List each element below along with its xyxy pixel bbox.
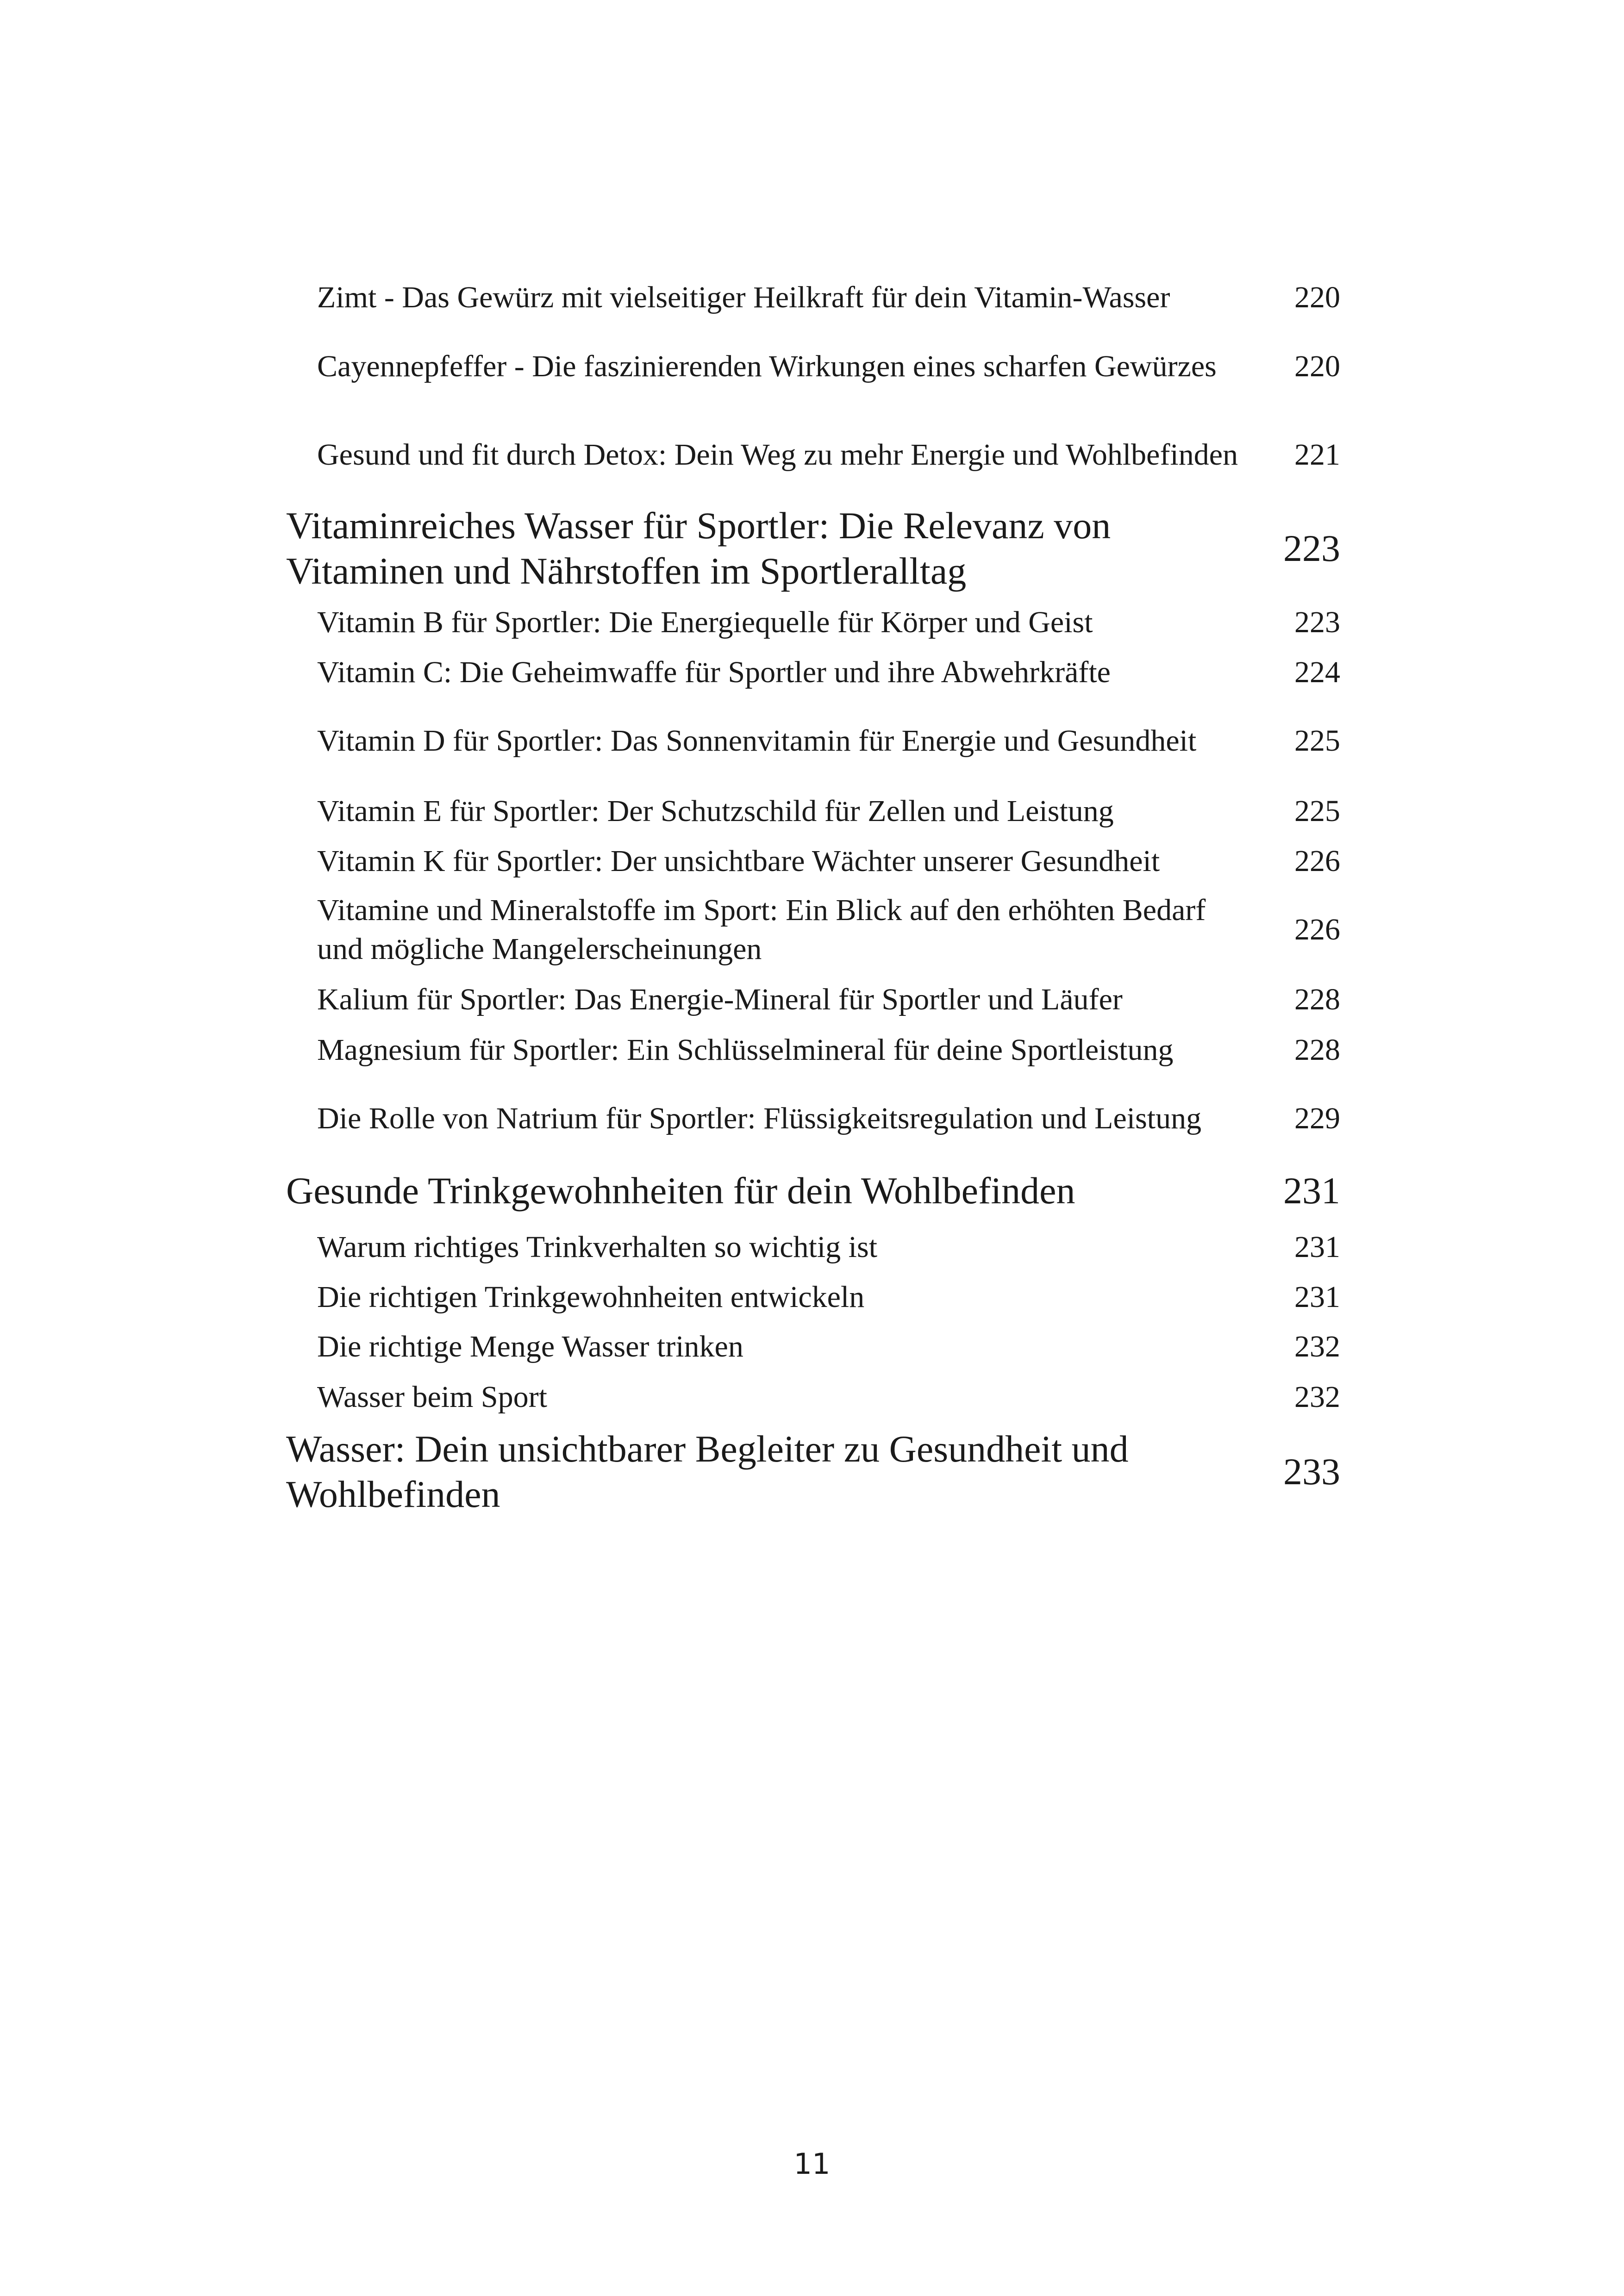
toc-entry-page: 229 — [1294, 1101, 1340, 1135]
toc-entry-page: 226 — [1294, 913, 1340, 946]
toc-entry[interactable] — [317, 277, 1340, 318]
toc-entry-title: Vitamin B für Sportler: Die Energiequelle für Körper und Geist — [317, 605, 1093, 639]
toc-entry-page: 220 — [1294, 349, 1340, 383]
toc-entry-title: Gesund und fit durch Detox: Dein Weg zu mehr Energie und Wohlbefinden — [317, 438, 1238, 472]
toc-entry-title: Zimt - Das Gewürz mit vielseitiger Heilkraft für dein Vitamin-Wasser — [317, 280, 1170, 314]
toc-entry-title: Magnesium für Sportler: Ein Schlüsselmineral für deine Sportleistung — [317, 1033, 1174, 1067]
toc-entry-page: 226 — [1294, 844, 1340, 878]
toc-entry-page: 225 — [1294, 724, 1340, 758]
toc-chapter-title: Wasser: Dein unsichtbarer Begleiter zu Gesundheit und Wohlbefinden — [286, 1428, 1129, 1515]
toc-entry-page: 225 — [1294, 794, 1340, 828]
toc-entry[interactable] — [317, 1276, 1340, 1318]
toc-entry[interactable] — [317, 602, 1340, 643]
toc-entry-title: Vitamin C: Die Geheimwaffe für Sportler und ihre Abwehrkräfte — [317, 655, 1111, 689]
toc-entry[interactable] — [317, 1079, 1340, 1158]
toc-entry[interactable] — [317, 1376, 1340, 1418]
toc-entry-page: 220 — [1294, 280, 1340, 314]
toc-entry-page: 224 — [1294, 655, 1340, 689]
toc-entry[interactable] — [317, 1029, 1340, 1071]
toc-entry-page: 231 — [1294, 1280, 1340, 1314]
toc-entry-page: 228 — [1294, 1033, 1340, 1067]
toc-chapter-entry[interactable] — [286, 1425, 1340, 1518]
toc-entry-title: Wasser beim Sport — [317, 1380, 547, 1414]
toc-entry-title: Kalium für Sportler: Das Energie-Mineral für Sportler und Läufer — [317, 983, 1123, 1016]
toc-entry-page: 221 — [1294, 438, 1340, 472]
toc-entry-page: 232 — [1294, 1380, 1340, 1414]
toc-entry[interactable] — [317, 415, 1340, 495]
toc-entry-title: Die Rolle von Natrium für Sportler: Flüssigkeitsregulation und Leistung — [317, 1101, 1202, 1135]
toc-entry[interactable] — [317, 652, 1340, 693]
toc-chapter-entry[interactable] — [286, 1166, 1340, 1215]
toc-entry[interactable] — [317, 1326, 1340, 1368]
toc-entry-page: 231 — [1294, 1230, 1340, 1264]
toc-entry-title: Die richtige Menge Wasser trinken — [317, 1330, 743, 1363]
toc-entry[interactable] — [317, 979, 1340, 1020]
toc-entry-title: Warum richtiges Trinkverhalten so wichtig ist — [317, 1230, 878, 1264]
toc-entry[interactable] — [317, 790, 1340, 832]
toc-entry[interactable] — [317, 701, 1340, 781]
toc-entry[interactable] — [317, 327, 1340, 406]
toc-entry-title: Die richtigen Trinkgewohnheiten entwickeln — [317, 1280, 865, 1314]
toc-entry-page: 223 — [1294, 605, 1340, 639]
toc-entry-title: Vitamin E für Sportler: Der Schutzschild für Zellen und Leistung — [317, 794, 1114, 828]
toc-chapter-title: Gesunde Trinkgewohnheiten für dein Wohlbefinden — [286, 1170, 1075, 1212]
toc-entry-title: Vitamin D für Sportler: Das Sonnenvitamin für Energie und Gesundheit — [317, 724, 1197, 758]
toc-chapter-entry[interactable] — [286, 502, 1340, 595]
toc-entry-page: 232 — [1294, 1330, 1340, 1363]
toc-entry-page: 228 — [1294, 983, 1340, 1016]
page-number: 11 — [793, 2147, 831, 2181]
toc-chapter-title: Vitaminreiches Wasser für Sportler: Die Relevanz von Vitaminen und Nährstoffen im Sportleralltag — [286, 504, 1111, 592]
toc-entry-title: Cayennepfeffer - Die faszinierenden Wirkungen eines scharfen Gewürzes — [317, 349, 1217, 383]
toc-chapter-page: 231 — [1283, 1170, 1340, 1212]
toc-entry[interactable] — [317, 890, 1340, 970]
toc-chapter-page: 223 — [1283, 527, 1340, 569]
toc-entry-title: Vitamine und Mineralstoffe im Sport: Ein Blick auf den erhöhten Bedarf und mögliche Mangelerscheinungen — [317, 893, 1206, 966]
toc-entry[interactable] — [317, 840, 1340, 882]
toc-entry[interactable] — [317, 1226, 1340, 1268]
toc-chapter-page: 233 — [1283, 1450, 1340, 1493]
toc-entry-title: Vitamin K für Sportler: Der unsichtbare Wächter unserer Gesundheit — [317, 844, 1160, 878]
